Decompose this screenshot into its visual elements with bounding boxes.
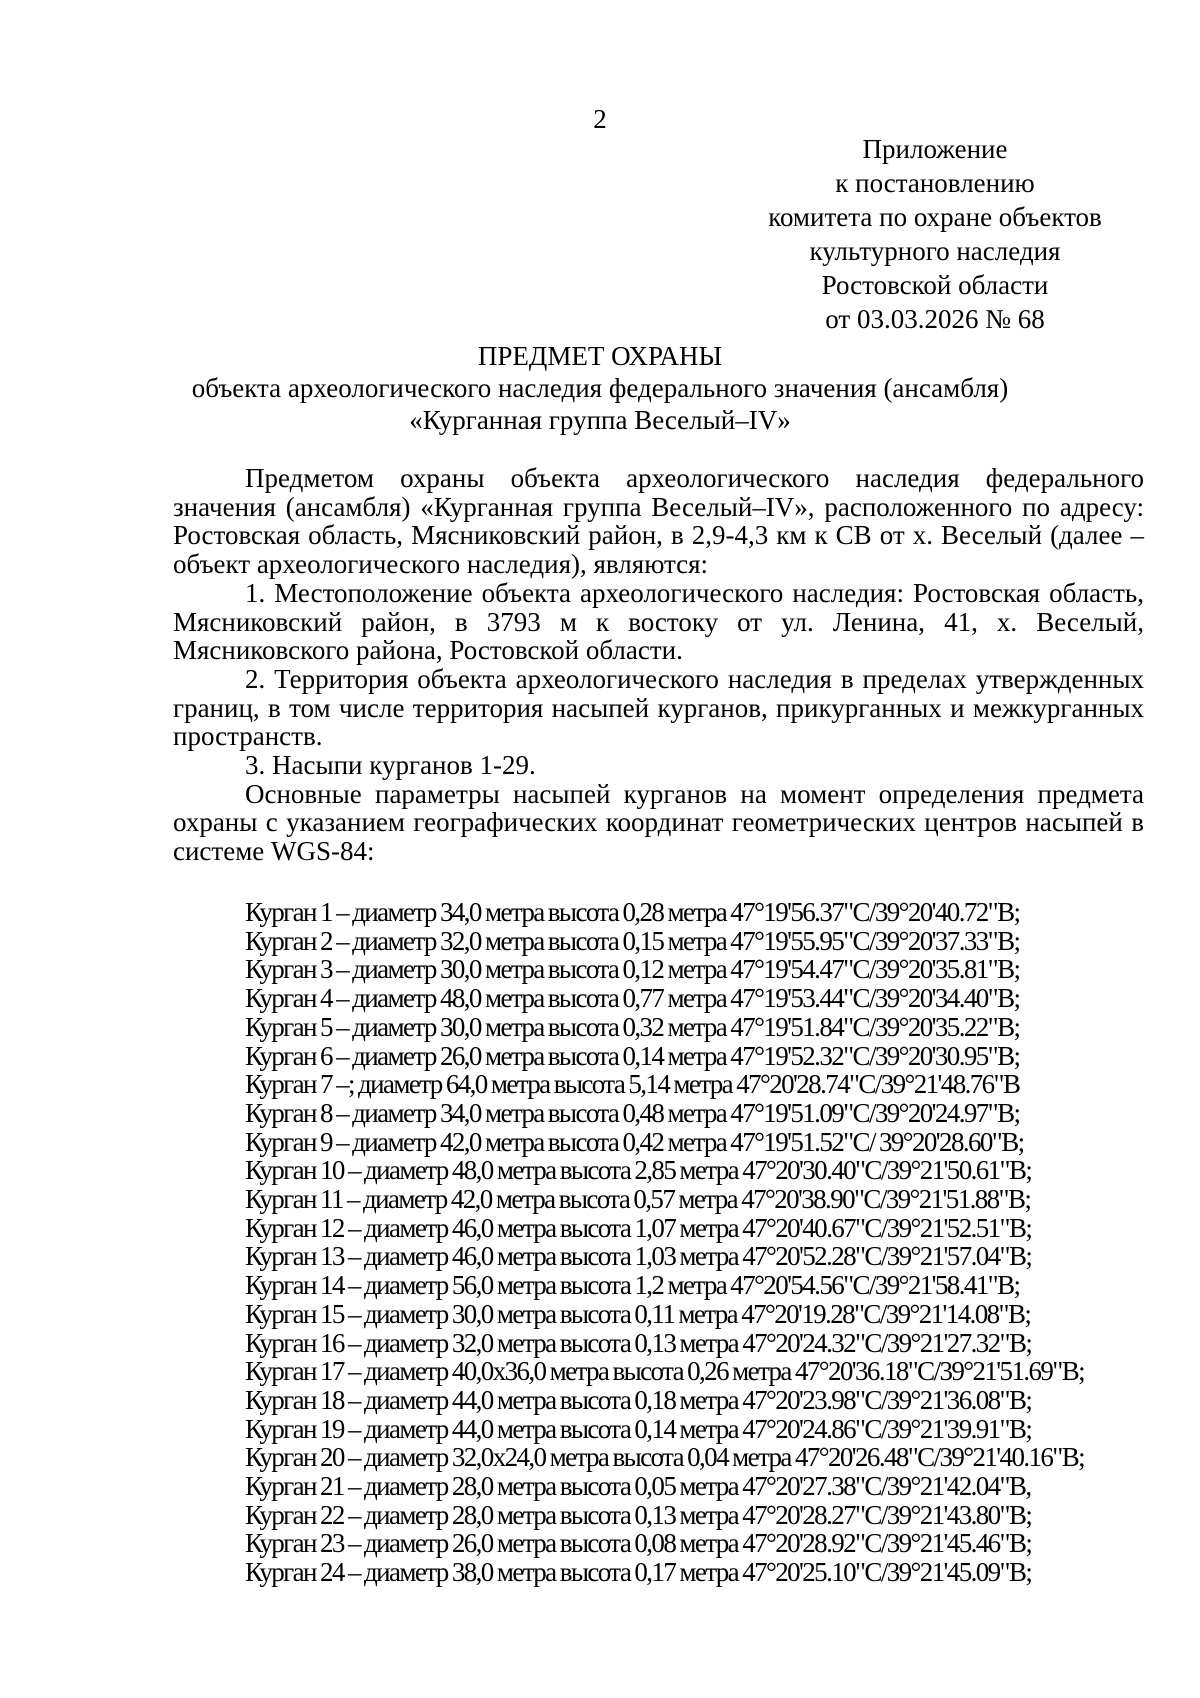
- list-item: Курган 9 – диаметр 42,0 метра высота 0,42 метра 47°19'51.52"С/ 39°20'28.60"В;: [245, 1126, 1024, 1157]
- appendix-line: Ростовской области: [821, 270, 1049, 300]
- list-item: Курган 3 – диаметр 30,0 метра высота 0,12 метра 47°19'54.47"С/39°20'35.81"В;: [245, 954, 1020, 985]
- document-title: [0, 340, 1200, 436]
- appendix-line: Приложение: [862, 134, 1008, 164]
- list-item: Курган 24 – диаметр 38,0 метра высота 0,17 метра 47°20'25.10"С/39°21'45.09"В;: [245, 1557, 1032, 1588]
- list-item: Курган 10 – диаметр 48,0 метра высота 2,85 метра 47°20'30.40"С/39°21'50.61"В;: [245, 1155, 1032, 1186]
- list-item: Курган 6 – диаметр 26,0 метра высота 0,14 метра 47°19'52.32"С/39°20'30.95"В;: [245, 1040, 1020, 1071]
- appendix-line: к постановлению: [835, 168, 1035, 198]
- list-item: Курган 19 – диаметр 44,0 метра высота 0,14 метра 47°20'24.86"С/39°21'39.91"В;: [245, 1413, 1032, 1444]
- list-item: Курган 17 – диаметр 40,0х36,0 метра высота 0,26 метра 47°20'36.18"С/39°21'51.69"В;: [245, 1356, 1085, 1387]
- appendix-line: комитета по охране объектов: [768, 202, 1102, 232]
- paragraph: 2. Территория объекта археологического наследия в пределах утвержденных границ, в том числе территория насыпей курганов, прикурганных и межкурганных пространств.: [173, 663, 1144, 752]
- page-number: 2: [593, 104, 607, 134]
- list-item: Курган 21 – диаметр 28,0 метра высота 0,05 метра 47°20'27.38"С/39°21'42.04"В,: [245, 1471, 1031, 1502]
- appendix-block: [745, 132, 1125, 336]
- list-item: Курган 15 – диаметр 30,0 метра высота 0,11 метра 47°20'19.28"С/39°21'14.08"В;: [245, 1298, 1031, 1329]
- list-item: Курган 20 – диаметр 32,0х24,0 метра высота 0,04 метра 47°20'26.48"С/39°21'40.16"В;: [245, 1442, 1085, 1473]
- list-item: Курган 22 – диаметр 28,0 метра высота 0,13 метра 47°20'28.27"С/39°21'43.80"В;: [245, 1499, 1032, 1530]
- paragraph: 3. Насыпи курганов 1-29.: [245, 750, 536, 781]
- list-item: Курган 12 – диаметр 46,0 метра высота 1,07 метра 47°20'40.67"С/39°21'52.51"В;: [245, 1212, 1032, 1243]
- list-item: Курган 13 – диаметр 46,0 метра высота 1,03 метра 47°20'52.28"С/39°21'57.04"В;: [245, 1241, 1032, 1272]
- list-item: Курган 11 – диаметр 42,0 метра высота 0,57 метра 47°20'38.90"С/39°21'51.88"В;: [245, 1184, 1031, 1215]
- list-item: Курган 2 – диаметр 32,0 метра высота 0,15 метра 47°19'55.95"С/39°20'37.33"В;: [245, 925, 1020, 956]
- list-item: Курган 16 – диаметр 32,0 метра высота 0,13 метра 47°20'24.32"С/39°21'27.32"В;: [245, 1327, 1032, 1358]
- list-item: Курган 8 – диаметр 34,0 метра высота 0,48 метра 47°19'51.09"С/39°20'24.97"В;: [245, 1097, 1020, 1128]
- title-subtitle-line: «Курганная группа Веселый–IV»: [409, 405, 791, 435]
- appendix-line: от 03.03.2026 № 68: [825, 304, 1045, 334]
- paragraph: Основные параметры насыпей курганов на момент определения предмета охраны с указанием географических координат геометрических центров насыпей в системе WGS-84:: [173, 778, 1144, 867]
- list-item: Курган 23 – диаметр 26,0 метра высота 0,08 метра 47°20'28.92"С/39°21'45.46"В;: [245, 1528, 1032, 1559]
- appendix-line: культурного наследия: [809, 236, 1061, 266]
- list-item: Курган 7 –; диаметр 64,0 метра высота 5,14 метра 47°20'28.74"С/39°21'48.76"В: [245, 1069, 1020, 1100]
- title-subtitle-line: объекта археологического наследия федерального значения (ансамбля): [191, 373, 1009, 403]
- paragraph: Предметом охраны объекта археологического наследия федерального значения (ансамбля) «Курганная группа Веселый–IV», расположенного по адресу: Ростовская область, Мясниковский район, в 2,9-4,3 км к СВ от х. Веселый (далее – объект археологического наследия), являются:: [173, 463, 1144, 580]
- title-heading: ПРЕДМЕТ ОХРАНЫ: [477, 341, 723, 371]
- list-item: Курган 4 – диаметр 48,0 метра высота 0,77 метра 47°19'53.44"С/39°20'34.40"В;: [245, 983, 1020, 1014]
- body-text: [173, 464, 1144, 866]
- list-item: Курган 14 – диаметр 56,0 метра высота 1,2 метра 47°20'54.56"С/39°21'58.41"В;: [245, 1270, 1020, 1301]
- list-item: Курган 5 – диаметр 30,0 метра высота 0,32 метра 47°19'51.84"С/39°20'35.22"В;: [245, 1011, 1020, 1042]
- kurgan-list: [245, 898, 1165, 1587]
- paragraph: 1. Местоположение объекта археологического наследия: Ростовская область, Мясниковский район, в 3793 м к востоку от ул. Ленина, 41, х. Веселый, Мясниковского района, Ростовской области.: [173, 577, 1144, 666]
- list-item: Курган 1 – диаметр 34,0 метра высота 0,28 метра 47°19'56.37"С/39°20'40.72"В;: [245, 897, 1020, 927]
- list-item: Курган 18 – диаметр 44,0 метра высота 0,18 метра 47°20'23.98"С/39°21'36.08"В;: [245, 1384, 1032, 1415]
